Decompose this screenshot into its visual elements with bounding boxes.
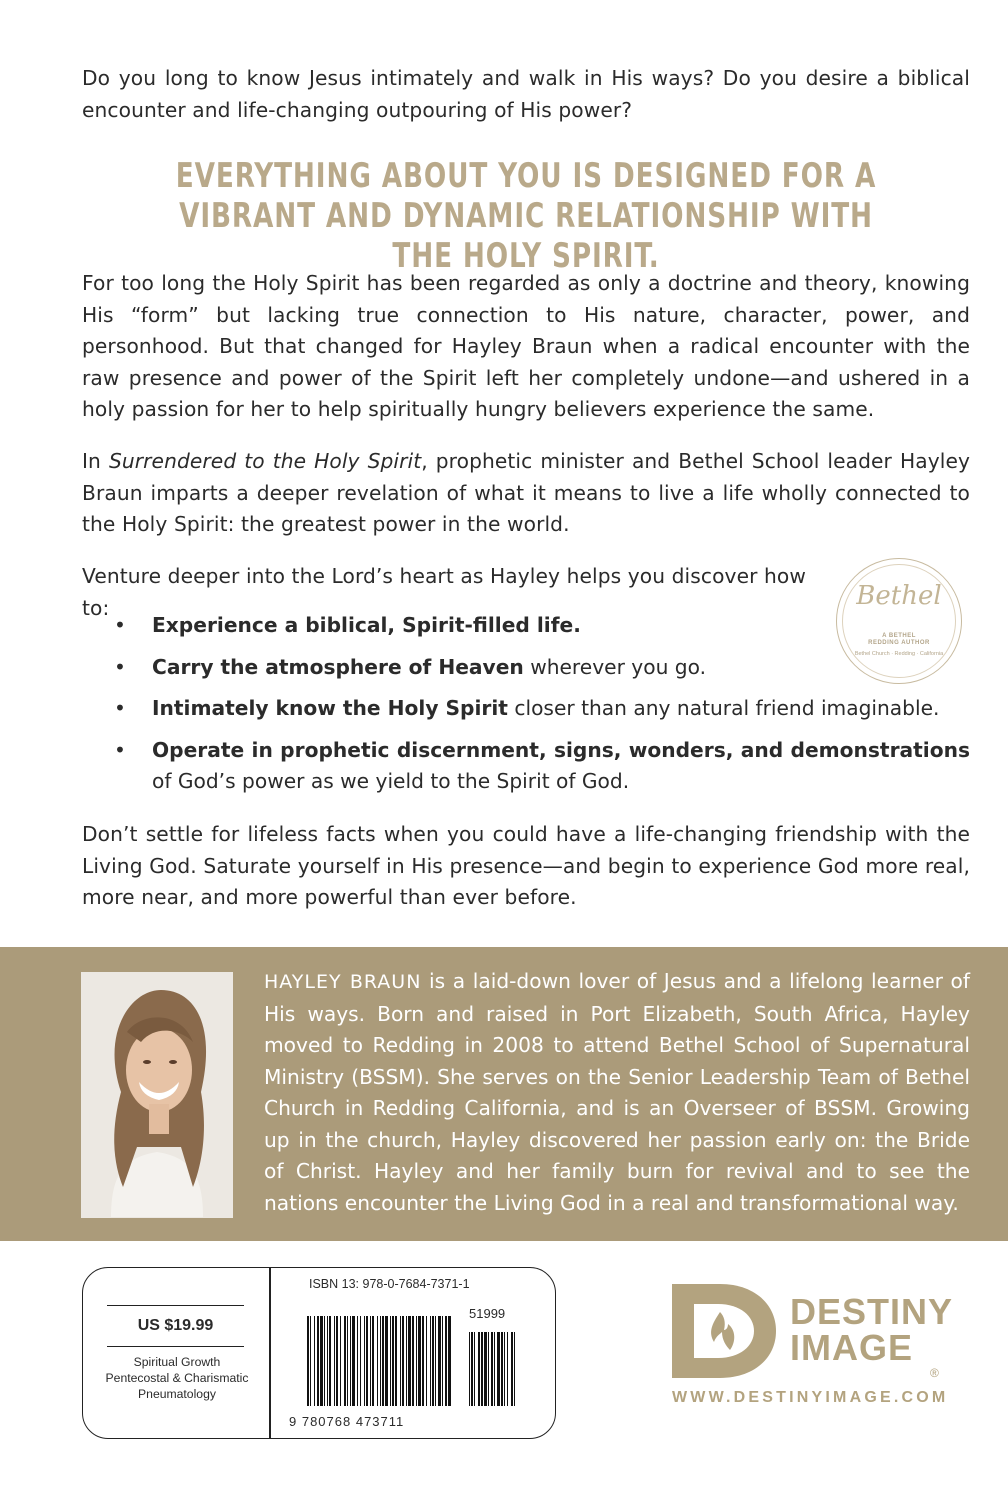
publisher-name [790,1291,954,1368]
author-bio [264,966,970,1219]
destiny-image-logo-icon [672,1284,776,1378]
description-paragraph: For too long the Holy Spirit has been regarded as only a doctrine and theory, knowing His “form” but lacking true connection to His nature, character, power, and personhood. But that changed for Hayley Braun when a radical encounter with the raw presence and power of the Spirit left her completely undone—and ushered in a holy passion for her to help spiritually hungry believers experience the same. [82,271,970,421]
category-list [89,1354,265,1402]
publisher-website: WWW.DESTINYIMAGE.COM [672,1389,949,1406]
isbn-label: ISBN 13: 978-0-7684-7371-1 [309,1277,470,1291]
list-item [82,610,970,642]
benefit-list [82,610,970,808]
bullet-bold: Carry the atmosphere of Heaven [152,654,524,679]
panel-divider [269,1268,271,1438]
summary-rest: , prophetic minister and Bethel School leader Hayley Braun imparts a deeper revelation of what it means to live a life wholly connected to the Holy Spirit: the greatest power in the world. [82,449,971,536]
category-item: Pentecostal & Charismatic [105,1371,249,1385]
seal-line-2: REDDING AUTHOR [868,640,930,646]
price-code: 51999 [469,1306,506,1321]
bullet-rest: closer than any natural friend imaginable. [507,696,940,720]
closing-paragraph: Don’t settle for lifeless facts when you could have a life-changing friendship with the Living God. Saturate yourself in His presence—and begin to experience God more real, more near, and more powerful than ever before. [82,822,970,909]
price-barcode-panel [82,1267,556,1439]
headline: EVERYTHING ABOUT YOU IS DESIGNED FOR A VIBRANT AND DYNAMIC RELATIONSHIP WITH THE HOLY SPIRIT. [175,156,877,276]
bullet-bold: Operate in prophetic discernment, signs, wonders, and demonstrations [152,737,970,762]
seal-script: Bethel [856,581,942,611]
barcode-digits: 9 780768 473711 [289,1414,405,1429]
bullet-rest: of God’s power as we yield to the Spirit of God. [152,769,630,793]
book-title: Surrendered to the Holy Spirit [108,449,422,473]
bullet-icon: • [114,696,126,720]
intro-paragraph: Do you long to know Jesus intimately and walk in His ways? Do you desire a biblical encounter and life-changing outpouring of His power? [82,66,970,122]
seal-line-1: A BETHEL [882,633,916,639]
publisher-name-line-2: IMAGE [790,1327,914,1368]
bullet-icon: • [114,613,126,637]
author-portrait-icon [81,972,233,1218]
price-label: US $19.99 [107,1305,244,1347]
category-item: Spiritual Growth [133,1355,221,1369]
bullet-rest: wherever you go. [523,654,707,679]
bullet-bold: Experience a biblical, Spirit-filled life. [152,613,581,637]
category-item: Pneumatology [138,1387,216,1401]
book-summary-paragraph [82,446,970,541]
author-photo [81,972,233,1218]
list-item [82,652,970,684]
registered-mark: ® [930,1366,939,1380]
barcode-icon [303,1316,518,1412]
bullets-intro: Venture deeper into the Lord’s heart as Hayley helps you discover how to: [82,564,806,620]
list-item [82,693,970,725]
summary-prefix: In [82,449,109,473]
author-name: HAYLEY BRAUN [264,971,422,993]
bullet-icon: • [114,654,126,679]
list-item [82,735,970,798]
seal-line-3: Bethel Church · Redding · California [854,651,944,657]
author-bio-text: is a laid-down lover of Jesus and a lifelong learner of His ways. Born and raised in Port Elizabeth, South Africa, Hayley moved to Redding in 2008 to attend Bethel School of Supernatural Ministry (BSSM). She serves on the Senior Leadership Team of Bethel Church in Redding California, and is an Overseer of BSSM. Growing up in the church, Hayley discovered her passion early on: the Bride of Christ. Hayley and her family burn for revival and to see the nations encounter the Living God in a real and transformational way. [264,969,970,1215]
bullet-icon: • [114,737,126,762]
bullet-bold: Intimately know the Holy Spirit [152,696,508,720]
publisher-name-line-1: DESTINY [790,1291,954,1332]
